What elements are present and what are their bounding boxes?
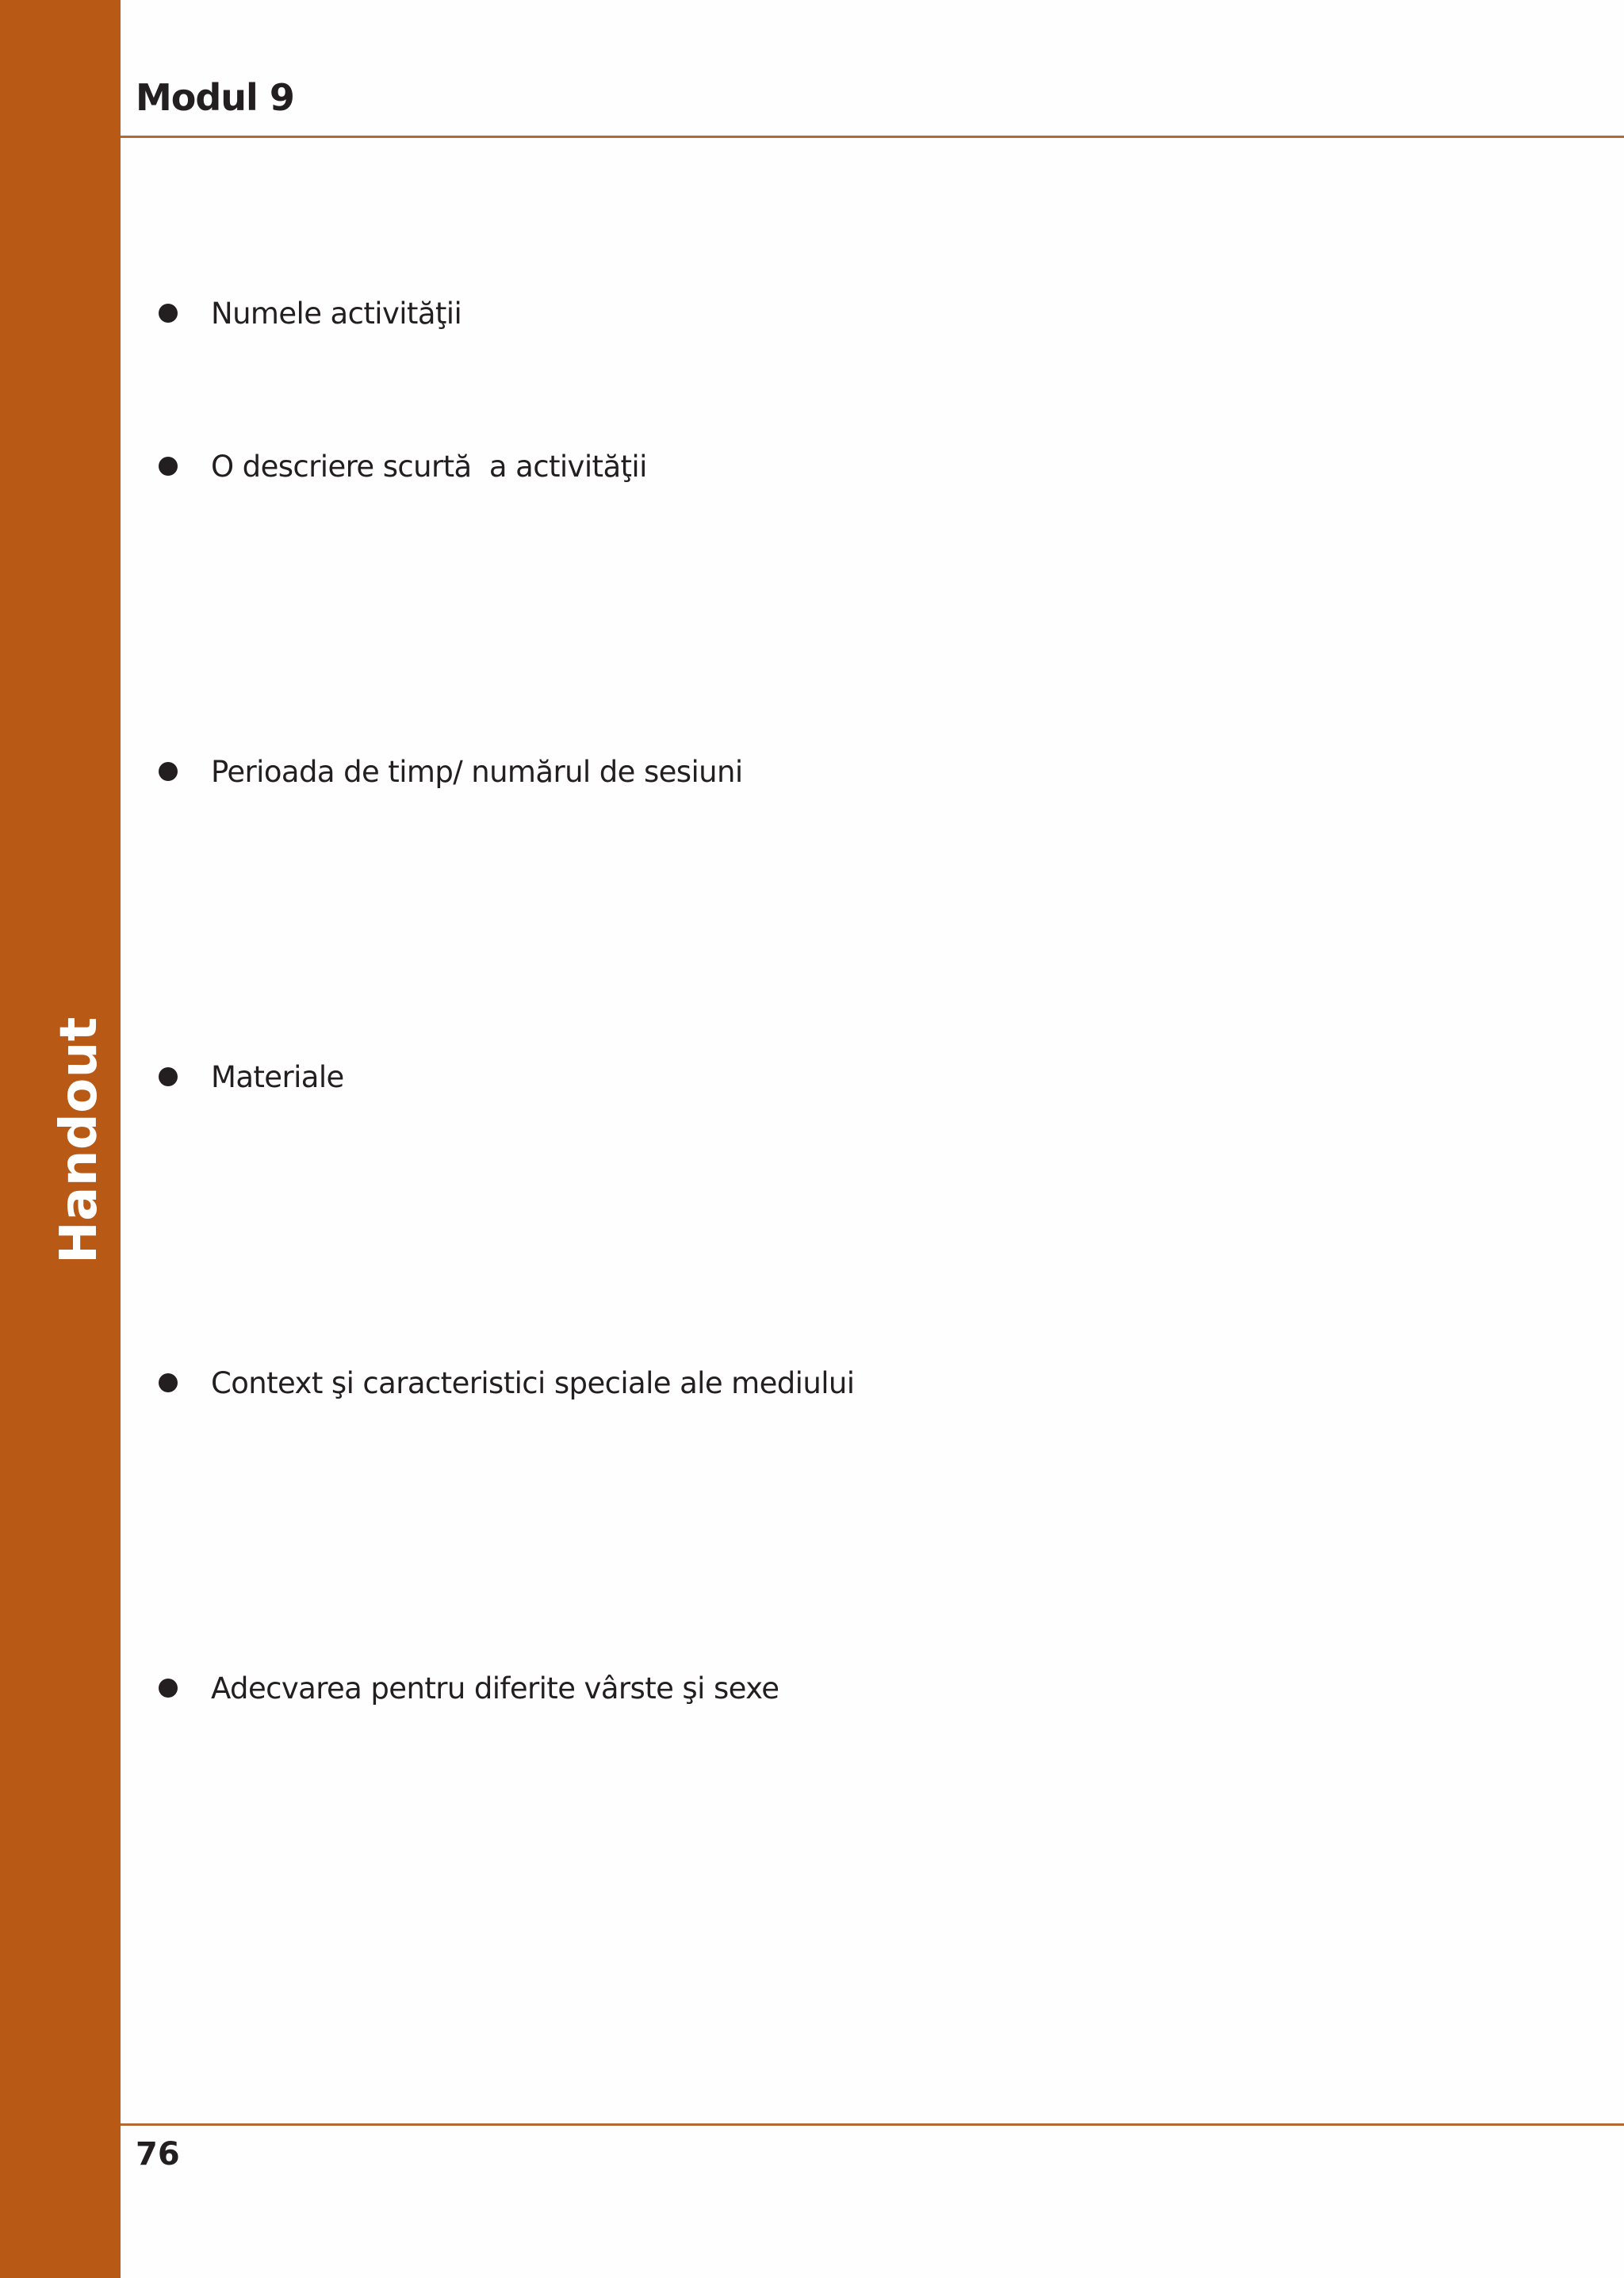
header-rule	[121, 136, 1624, 138]
page-number: 76	[136, 2136, 180, 2173]
list-item-text: Context şi caracteristici speciale ale mediului	[211, 1365, 855, 1400]
module-title: Modul 9	[136, 76, 294, 119]
list-item	[159, 293, 462, 333]
list-item	[159, 1363, 854, 1403]
bullet-dot-icon	[159, 1679, 178, 1698]
list-item	[159, 1668, 779, 1708]
list-item-text: O descriere scurtă a activităţii	[211, 449, 647, 484]
list-item	[159, 1057, 344, 1097]
footer-rule	[121, 2123, 1624, 2126]
side-band	[0, 0, 121, 2278]
bullet-dot-icon	[159, 457, 178, 476]
list-item-text: Numele activităţii	[211, 296, 462, 331]
list-item-text: Materiale	[211, 1059, 344, 1094]
bullet-dot-icon	[159, 762, 178, 781]
side-label: Handout	[50, 1016, 109, 1264]
bullet-dot-icon	[159, 304, 178, 323]
list-item	[159, 446, 647, 486]
list-item-text: Perioada de timp/ numărul de sesiuni	[211, 754, 743, 789]
list-item-text: Adecvarea pentru diferite vârste şi sexe	[211, 1671, 779, 1706]
bullet-dot-icon	[159, 1067, 178, 1086]
list-item	[159, 752, 743, 791]
bullet-dot-icon	[159, 1373, 178, 1392]
